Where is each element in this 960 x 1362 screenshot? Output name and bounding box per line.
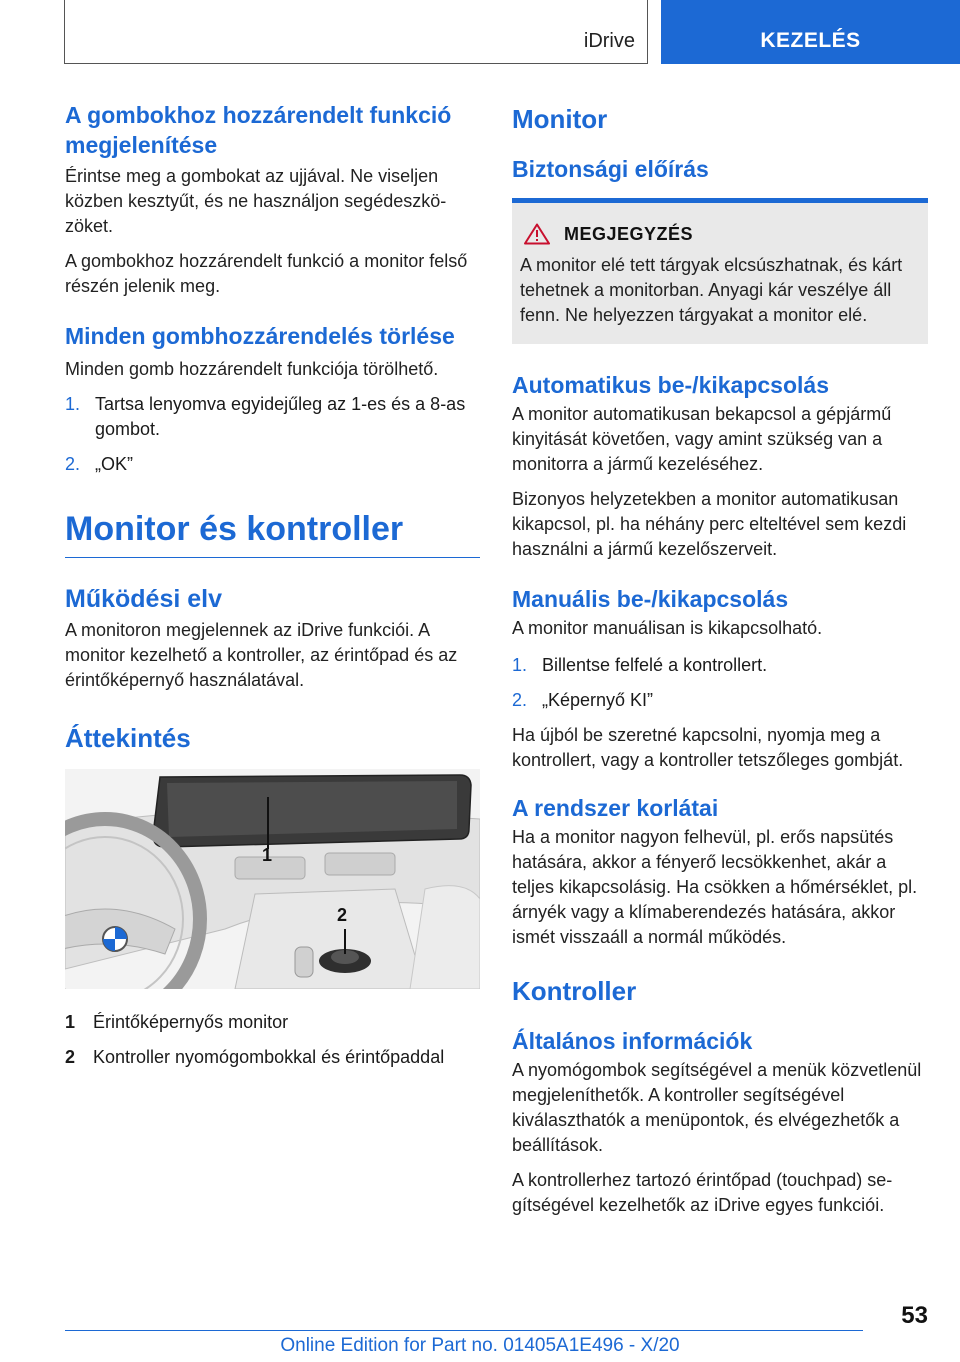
step-text: „Képernyő KI”: [542, 690, 654, 710]
limits-section: [512, 793, 928, 950]
general-section: [512, 1026, 928, 1218]
assign-paragraph-2: A gombokhoz hozzárendelt funkció a monitor felső részén jelenik meg.: [65, 251, 468, 296]
header-chapter-tab: [661, 0, 960, 64]
right-column: [512, 100, 928, 1234]
step-number: 2.: [65, 454, 81, 474]
figure-legend: [65, 1010, 480, 1070]
footer-edition-text: Online Edition for Part no. 01405A1E496 - X/20: [280, 1335, 680, 1356]
manual-paragraph-2: Ha újból be szeretné kapcsolni, nyomja meg a kontrollert, vagy a kontroller tetszőleges gombját.: [512, 725, 904, 770]
auto-paragraph-1: A monitor automatikusan bekapcsol a gépjármű kinyitását követően, vagy amint szükség van a monitorra a jármű kezeléséhez.: [512, 404, 892, 474]
manual-paragraph: A monitor manuálisan is kikapcsolható.: [512, 618, 823, 638]
legend-item: [65, 1045, 480, 1070]
principle-paragraph: A monitoron megjelennek az iDrive funkciói. A monitor kezelhető a kontroller, az érintőpad és az érintőképernyő használatával.: [65, 620, 458, 690]
safety-heading: Biztonsági előírás: [512, 156, 709, 182]
header-chapter-label: KEZELÉS: [760, 29, 861, 52]
limits-paragraph: Ha a monitor nagyon felhevül, pl. erős napsütés hatására, akkor a fényerő lecsökkenhet, akár a teljes kikapcsolásig. Ha csökken a hőmérséklet, pl. árnyék vagy a klímaberendezés hatására, akkor ismét visszaáll a normál működés.: [512, 827, 918, 947]
callout-1: 1: [262, 845, 273, 865]
principle-heading: Működési elv: [65, 585, 222, 613]
delete-section: [65, 321, 480, 477]
manual-heading: Manuális be-/kikapcsolás: [512, 586, 789, 612]
header-section-tab: [64, 0, 648, 64]
limits-heading: A rendszer korlátai: [512, 795, 719, 821]
assign-section: [65, 100, 480, 299]
step-text: Tartsa lenyomva egyidejűleg az 1-es és a 8-as gombot.: [95, 394, 466, 439]
step-text: „OK”: [95, 454, 133, 474]
step-number: 1.: [65, 394, 81, 414]
general-paragraph-2: A kontrollerhez tartozó érintőpad (touchpad) segítségével kezelhetők az iDrive egyes funkciói.: [512, 1170, 893, 1215]
callout-2: 2: [337, 905, 348, 925]
legend-text: Érintőképernyős monitor: [93, 1012, 289, 1032]
step-number: 1.: [512, 655, 528, 675]
auto-paragraph-2: Bizonyos helyzetekben a monitor automatikusan kikapcsol, pl. ha néhány perc elteltével sem kezdi használni a jármű kezelőszerveit.: [512, 489, 907, 559]
legend-text: Kontroller nyomógombokkal és érintőpaddal: [93, 1047, 445, 1067]
legend-item: [65, 1010, 480, 1035]
assign-paragraph-1: Érintse meg a gombokat az ujjával. Ne viseljen közben kesztyűt, és ne használjon segédeszközöket.: [65, 166, 447, 236]
assign-heading: A gombokhoz hozzárendelt funkció megjelenítése: [65, 102, 452, 158]
list-item: [512, 653, 928, 678]
list-item: [512, 688, 928, 713]
principle-section: [65, 584, 480, 693]
legend-number: 1: [65, 1012, 76, 1032]
step-text: Billentse felfelé a kontrollert.: [542, 655, 768, 675]
page-number: 53: [901, 1302, 928, 1329]
notice-text: A monitor elé tett tárgyak elcsúszhatnak, és kárt tehetnek a monitorban. Anyagi kár veszélye áll fenn. Ne helyezzen tárgyakat a monitor elé.: [520, 255, 903, 325]
manual-section: [512, 584, 928, 773]
general-heading: Általános információk: [512, 1028, 753, 1054]
manual-steps-list: [512, 653, 928, 713]
step-number: 2.: [512, 690, 528, 710]
monitor-heading: Monitor: [512, 104, 608, 134]
monitor-controller-title-block: [65, 507, 480, 558]
overview-heading: Áttekintés: [65, 723, 191, 753]
delete-steps-list: [65, 392, 480, 477]
notice-header: [520, 223, 922, 245]
list-item: [65, 392, 480, 442]
car-interior-illustration: [65, 769, 480, 989]
header-section-label: iDrive: [583, 30, 635, 52]
footer-divider: [65, 1330, 863, 1331]
delete-heading: Minden gombhozzárendelés törlése: [65, 323, 455, 349]
list-item: [65, 452, 480, 477]
auto-section: [512, 370, 928, 562]
monitor-controller-title: Monitor és kontroller: [65, 510, 404, 548]
auto-heading: Automatikus be-/kikapcsolás: [512, 372, 829, 398]
notice-title: MEGJEGYZÉS: [564, 223, 694, 244]
notice-box: [512, 198, 928, 344]
delete-paragraph: Minden gomb hozzárendelt funkciója törölhető.: [65, 359, 439, 379]
legend-number: 2: [65, 1047, 76, 1067]
warning-triangle-icon: [524, 223, 550, 245]
general-paragraph-1: A nyomógombok segítségével a menük közvetlenül megjeleníthetők. A kontroller segítségével kiválaszthatók a menüpontok, és elvégezhetők a beállítások.: [512, 1060, 922, 1155]
controller-heading: Kontroller: [512, 976, 637, 1006]
left-column: [65, 100, 480, 1080]
